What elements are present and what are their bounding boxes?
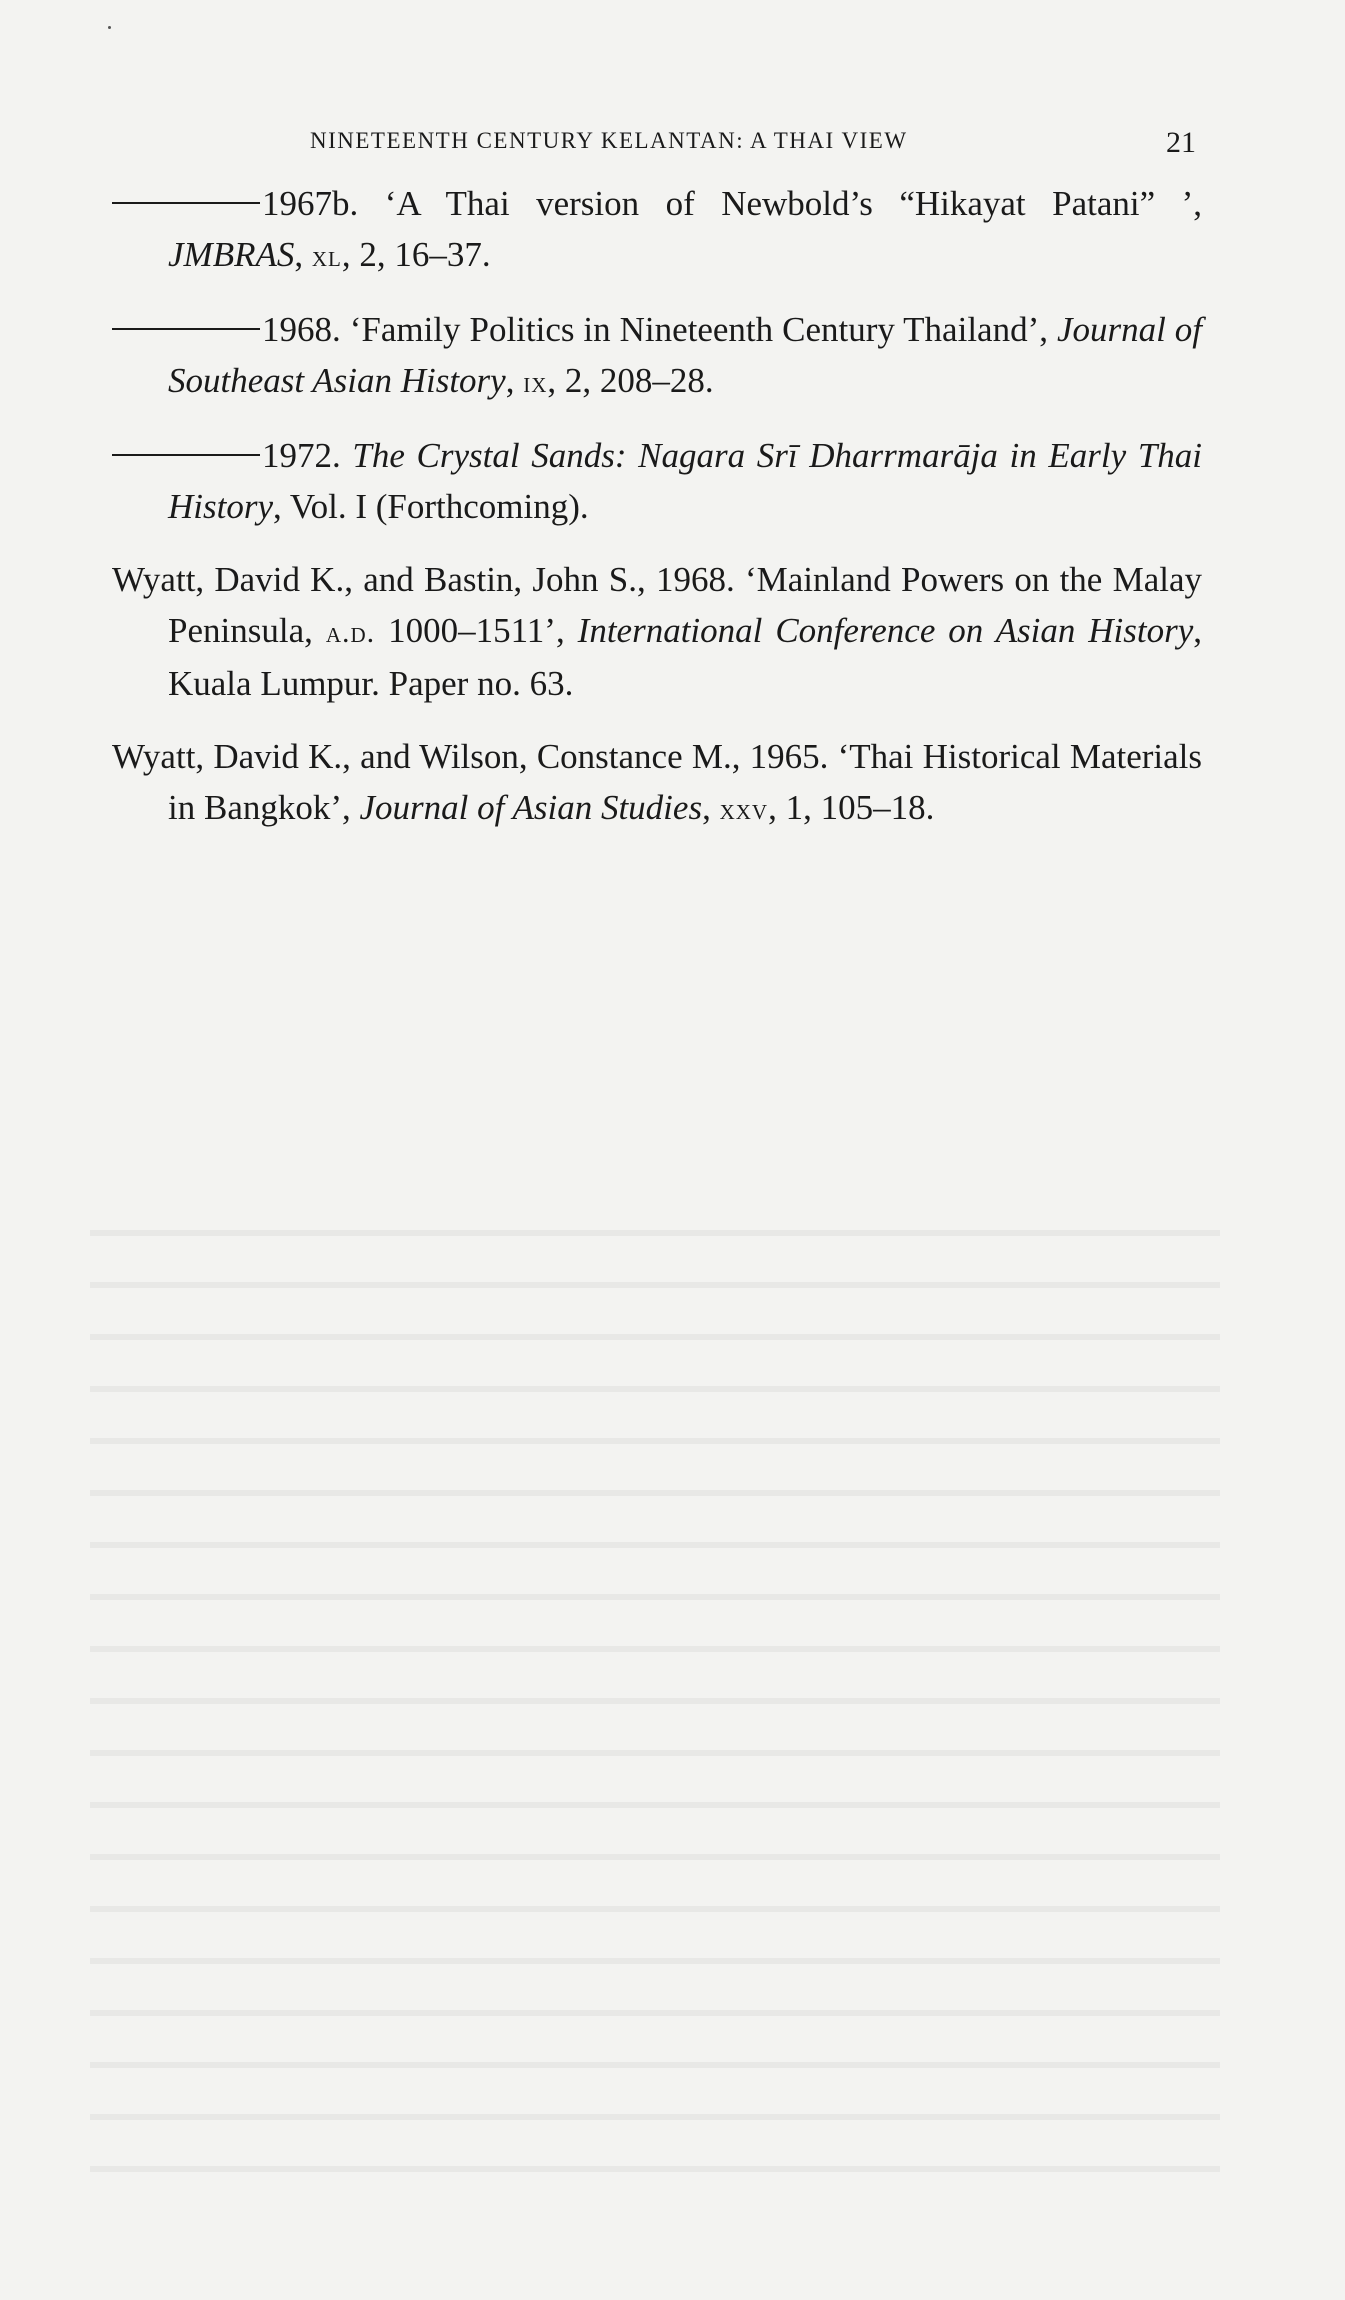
- conference-title: International Conference on Asian History: [577, 611, 1194, 650]
- journal-title: Journal of Asian Studies: [359, 788, 703, 827]
- reference-entry: 1972. The Crystal Sands: Nagara Srī Dharrmarāja in Early Thai History, Vol. I (Forthcoming).: [112, 430, 1202, 532]
- running-title: NINETEENTH CENTURY KELANTAN: A THAI VIEW: [310, 128, 908, 153]
- reference-entry: 1968. ‘Family Politics in Nineteenth Century Thailand’, Journal of Southeast Asian History, ix, 2, 208–28.: [112, 304, 1202, 408]
- running-header: [0, 128, 1345, 164]
- ditto-rule: [112, 202, 260, 204]
- book-title: The Crystal Sands: Nagara Srī Dharrmarāja in Early Thai History: [168, 436, 1203, 526]
- reference-entry: 1967b. ‘A Thai version of Newbold’s “Hikayat Patani” ’, JMBRAS, xl, 2, 16–37.: [112, 178, 1202, 282]
- journal-title: Journal of Southeast Asian History: [168, 310, 1202, 400]
- journal-title: JMBRAS: [168, 235, 295, 274]
- volume-number: xxv: [719, 793, 769, 826]
- volume-number: xl: [311, 240, 342, 273]
- page-number: 21: [1166, 126, 1196, 159]
- ditto-rule: [112, 328, 260, 330]
- reference-list: [112, 178, 1202, 857]
- reference-entry: Wyatt, David K., and Bastin, John S., 1968. ‘Mainland Powers on the Malay Peninsula, a.d. 1000–1511’, International Conference on Asian History, Kuala Lumpur. Paper no. 63.: [112, 560, 1203, 703]
- print-speck: [108, 26, 111, 29]
- volume-number: ix: [523, 366, 548, 399]
- era-abbreviation: a.d.: [325, 616, 376, 649]
- reference-entry: Wyatt, David K., and Wilson, Constance M., 1965. ‘Thai Historical Materials in Bangkok’, Journal of Asian Studies, xxv, 1, 105–18.: [112, 737, 1202, 827]
- ditto-rule: [112, 454, 260, 456]
- bleed-through-text: [90, 1200, 1220, 2200]
